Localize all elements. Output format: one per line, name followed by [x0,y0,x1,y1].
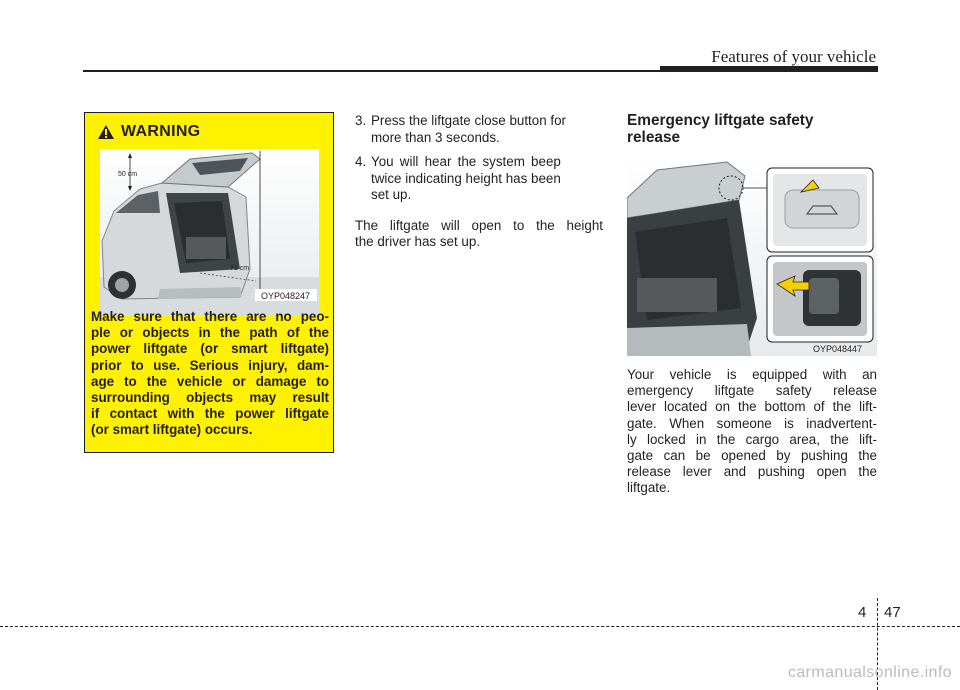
dimension-label-bottom: 71 cm [230,265,250,272]
section-line: liftgate. [627,480,671,496]
section-line: release lever and pushing open the [627,464,877,480]
step-line: Press the liftgate close button for [371,113,567,128]
step-line: more than 3 seconds. [371,129,500,145]
paragraph-line: the driver has set up. [355,234,481,249]
warning-line: prior to use. Serious injury, dam- [91,357,329,373]
section-title [627,112,877,146]
dimension-label-top: 50 cm [118,171,138,178]
section-line: ly locked in the cargo area, the lift- [627,431,877,447]
warning-box [84,112,334,453]
warning-figure [100,149,319,316]
step-number: 4. [355,154,367,169]
warning-line: age to the vehicle or damage to [91,373,329,389]
section-line: gate. When someone is inadvertent- [627,415,877,431]
release-lever-figure [627,158,877,356]
section-title-line: Emergency liftgate safety [627,112,814,129]
warning-line: if contact with the power liftgate [91,406,329,422]
warning-line: Make sure that there are no peo- [91,309,329,324]
paragraph-line: The liftgate will open to the height [355,217,603,233]
chapter-number: 4 [858,604,867,621]
release-lever-illustration [627,158,877,356]
section-body [627,367,877,497]
warning-header [97,123,200,141]
warning-text [91,309,329,439]
step-text [371,113,566,146]
step-line: You will hear the system beep [371,154,561,169]
section-figure-code: OYP048447 [813,344,863,354]
warning-line: power liftgate (or smart liftgate) [91,341,329,357]
footer-rule [0,626,960,627]
step-number: 3. [355,113,367,128]
step-line: set up. [371,187,412,202]
watermark: carmanualsonline.info [787,664,952,681]
page-number: 47 [884,604,901,621]
step-line: twice indicating height has been [371,170,561,186]
instruction-steps [355,113,603,251]
warning-triangle-icon [97,124,115,140]
result-paragraph [355,218,603,251]
liftgate-height-illustration [100,149,319,316]
section-line: emergency liftgate safety release [627,383,877,399]
step-item [355,154,603,204]
section-title-line: release [627,129,681,146]
warning-figure-code: OYP048247 [261,291,311,301]
step-text [371,154,561,204]
warning-line: surrounding objects may result [91,390,329,406]
header-bar [660,66,878,72]
warning-line: (or smart liftgate) occurs. [91,422,253,438]
section-line: Your vehicle is equipped with an [627,367,877,382]
warning-line: ple or objects in the path of the [91,325,329,341]
warning-title: WARNING [121,123,201,140]
section-line: gate can be opened by pushing the [627,448,877,464]
step-item [355,113,603,146]
header-rule [83,70,660,72]
page-header-title: Features of your vehicle [711,47,876,66]
section-line: lever located on the bottom of the lift- [627,399,877,415]
